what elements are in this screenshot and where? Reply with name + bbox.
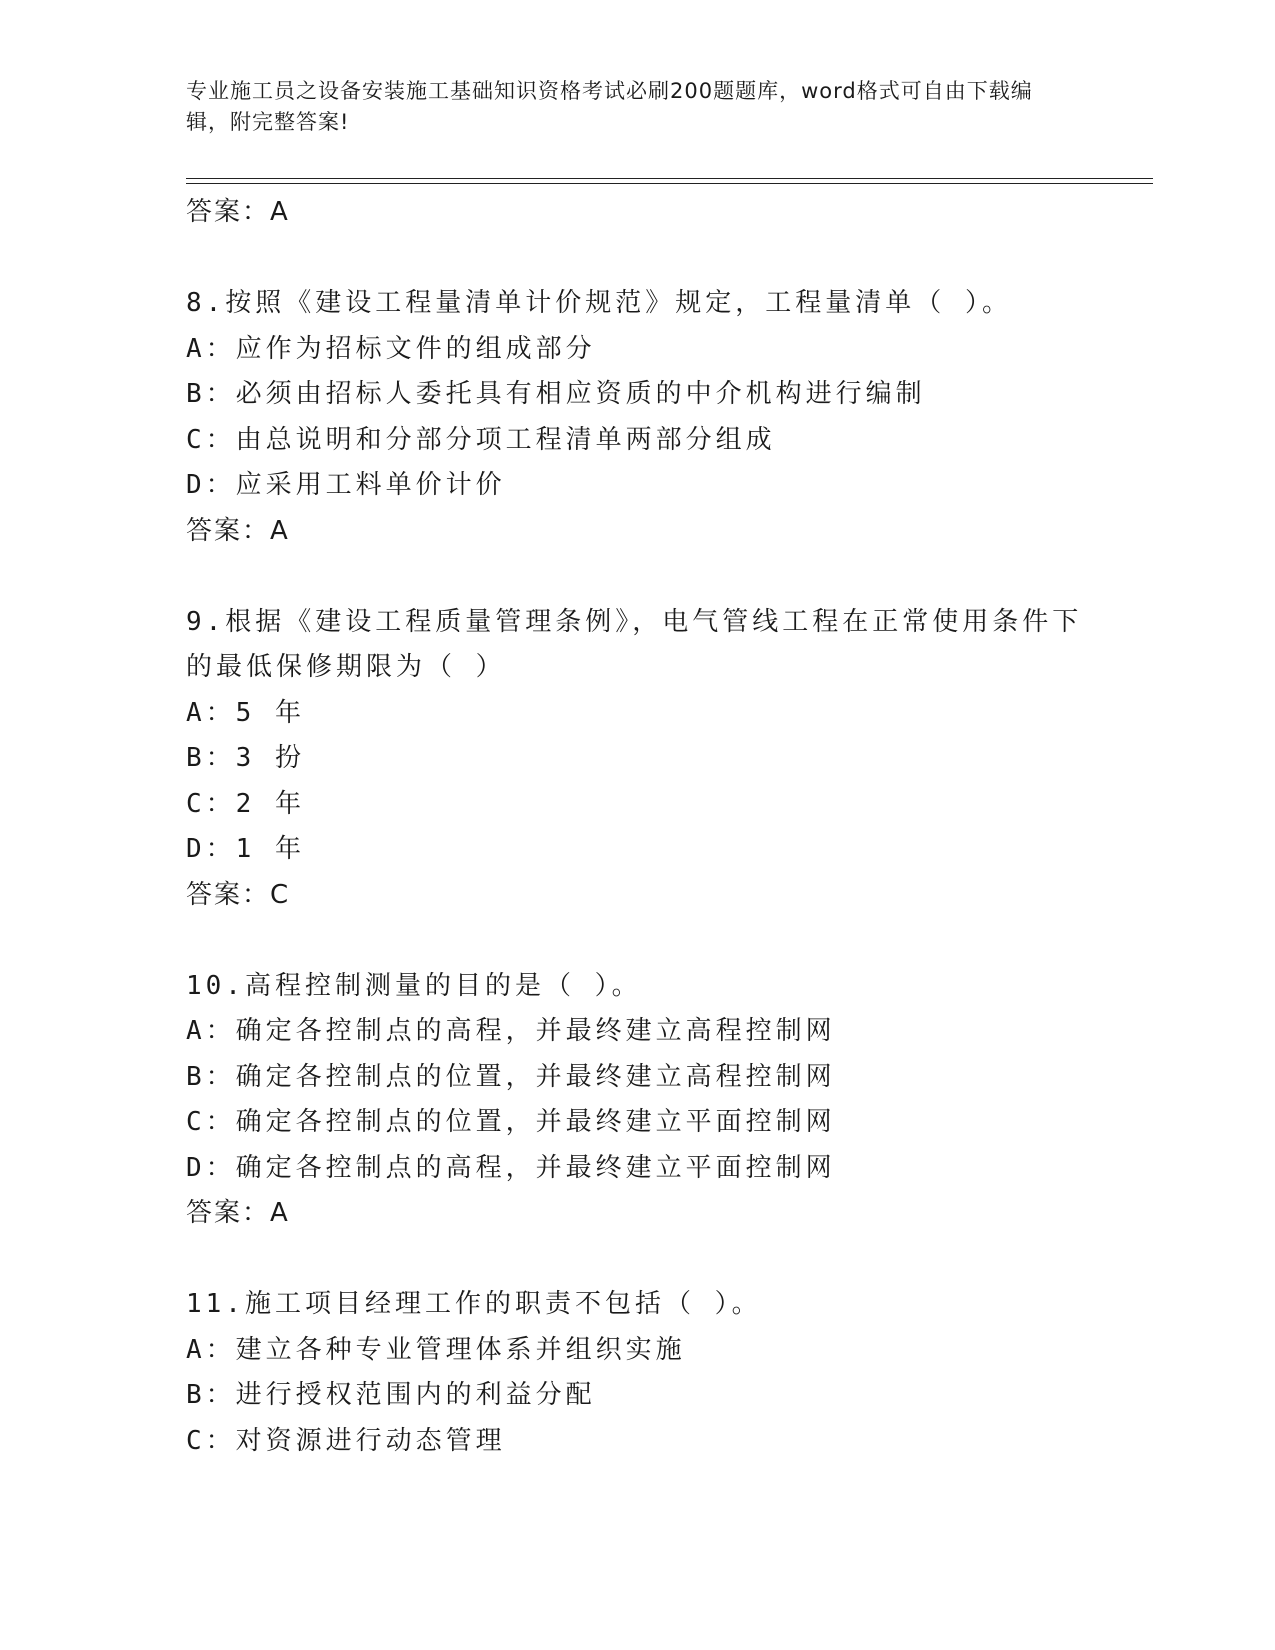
question-list bbox=[186, 190, 1146, 1464]
option-c: C：对资源进行动态管理 bbox=[186, 1425, 506, 1456]
option-c: C：确定各控制点的位置，并最终建立平面控制网 bbox=[186, 1107, 836, 1137]
option-d: D：应采用工料单价计价 bbox=[186, 470, 506, 500]
question-block bbox=[186, 600, 1146, 919]
header-rule-bottom bbox=[186, 183, 1153, 184]
question-block bbox=[186, 281, 1146, 554]
question-stem-line1: 9.根据《建设工程质量管理条例》，电气管线工程在正常使用条件下 bbox=[186, 606, 1083, 637]
option-b: B：3 扮 bbox=[186, 743, 305, 773]
document-header: 专业施工员之设备安装施工基础知识资格考试必刷200题题库，word格式可自由下载编辑，附完整答案! bbox=[186, 79, 1033, 134]
option-d: D：确定各控制点的高程，并最终建立平面控制网 bbox=[186, 1152, 836, 1183]
answer-line: 答案：A bbox=[186, 197, 290, 227]
option-a: A：建立各种专业管理体系并组织实施 bbox=[186, 1334, 686, 1365]
option-b: B：进行授权范围内的利益分配 bbox=[186, 1380, 596, 1410]
question-block bbox=[186, 1282, 1146, 1464]
option-b: B：必须由招标人委托具有相应资质的中介机构进行编制 bbox=[186, 379, 926, 409]
answer-line: 答案：A bbox=[186, 515, 290, 546]
question-stem: 8.按照《建设工程量清单计价规范》规定，工程量清单（ ）。 bbox=[186, 288, 1012, 318]
answer-line: 答案：C bbox=[186, 879, 291, 910]
question-stem: 11.施工项目经理工作的职责不包括（ ）。 bbox=[186, 1289, 762, 1319]
option-d: D：1 年 bbox=[186, 834, 305, 864]
header-rule-top bbox=[186, 178, 1153, 179]
question-block bbox=[186, 964, 1146, 1237]
option-c: C：由总说明和分部分项工程清单两部分组成 bbox=[186, 424, 776, 455]
option-a: A：确定各控制点的高程，并最终建立高程控制网 bbox=[186, 1016, 836, 1046]
option-c: C：2 年 bbox=[186, 788, 305, 819]
question-stem: 10.高程控制测量的目的是（ ）。 bbox=[186, 970, 642, 1001]
answer-line: 答案：A bbox=[186, 1198, 290, 1228]
question-stem-line2: 的最低保修期限为（ ） bbox=[186, 652, 506, 682]
option-a: A：5 年 bbox=[186, 697, 305, 728]
option-b: B：确定各控制点的位置，并最终建立高程控制网 bbox=[186, 1061, 836, 1092]
option-a: A：应作为招标文件的组成部分 bbox=[186, 333, 596, 364]
